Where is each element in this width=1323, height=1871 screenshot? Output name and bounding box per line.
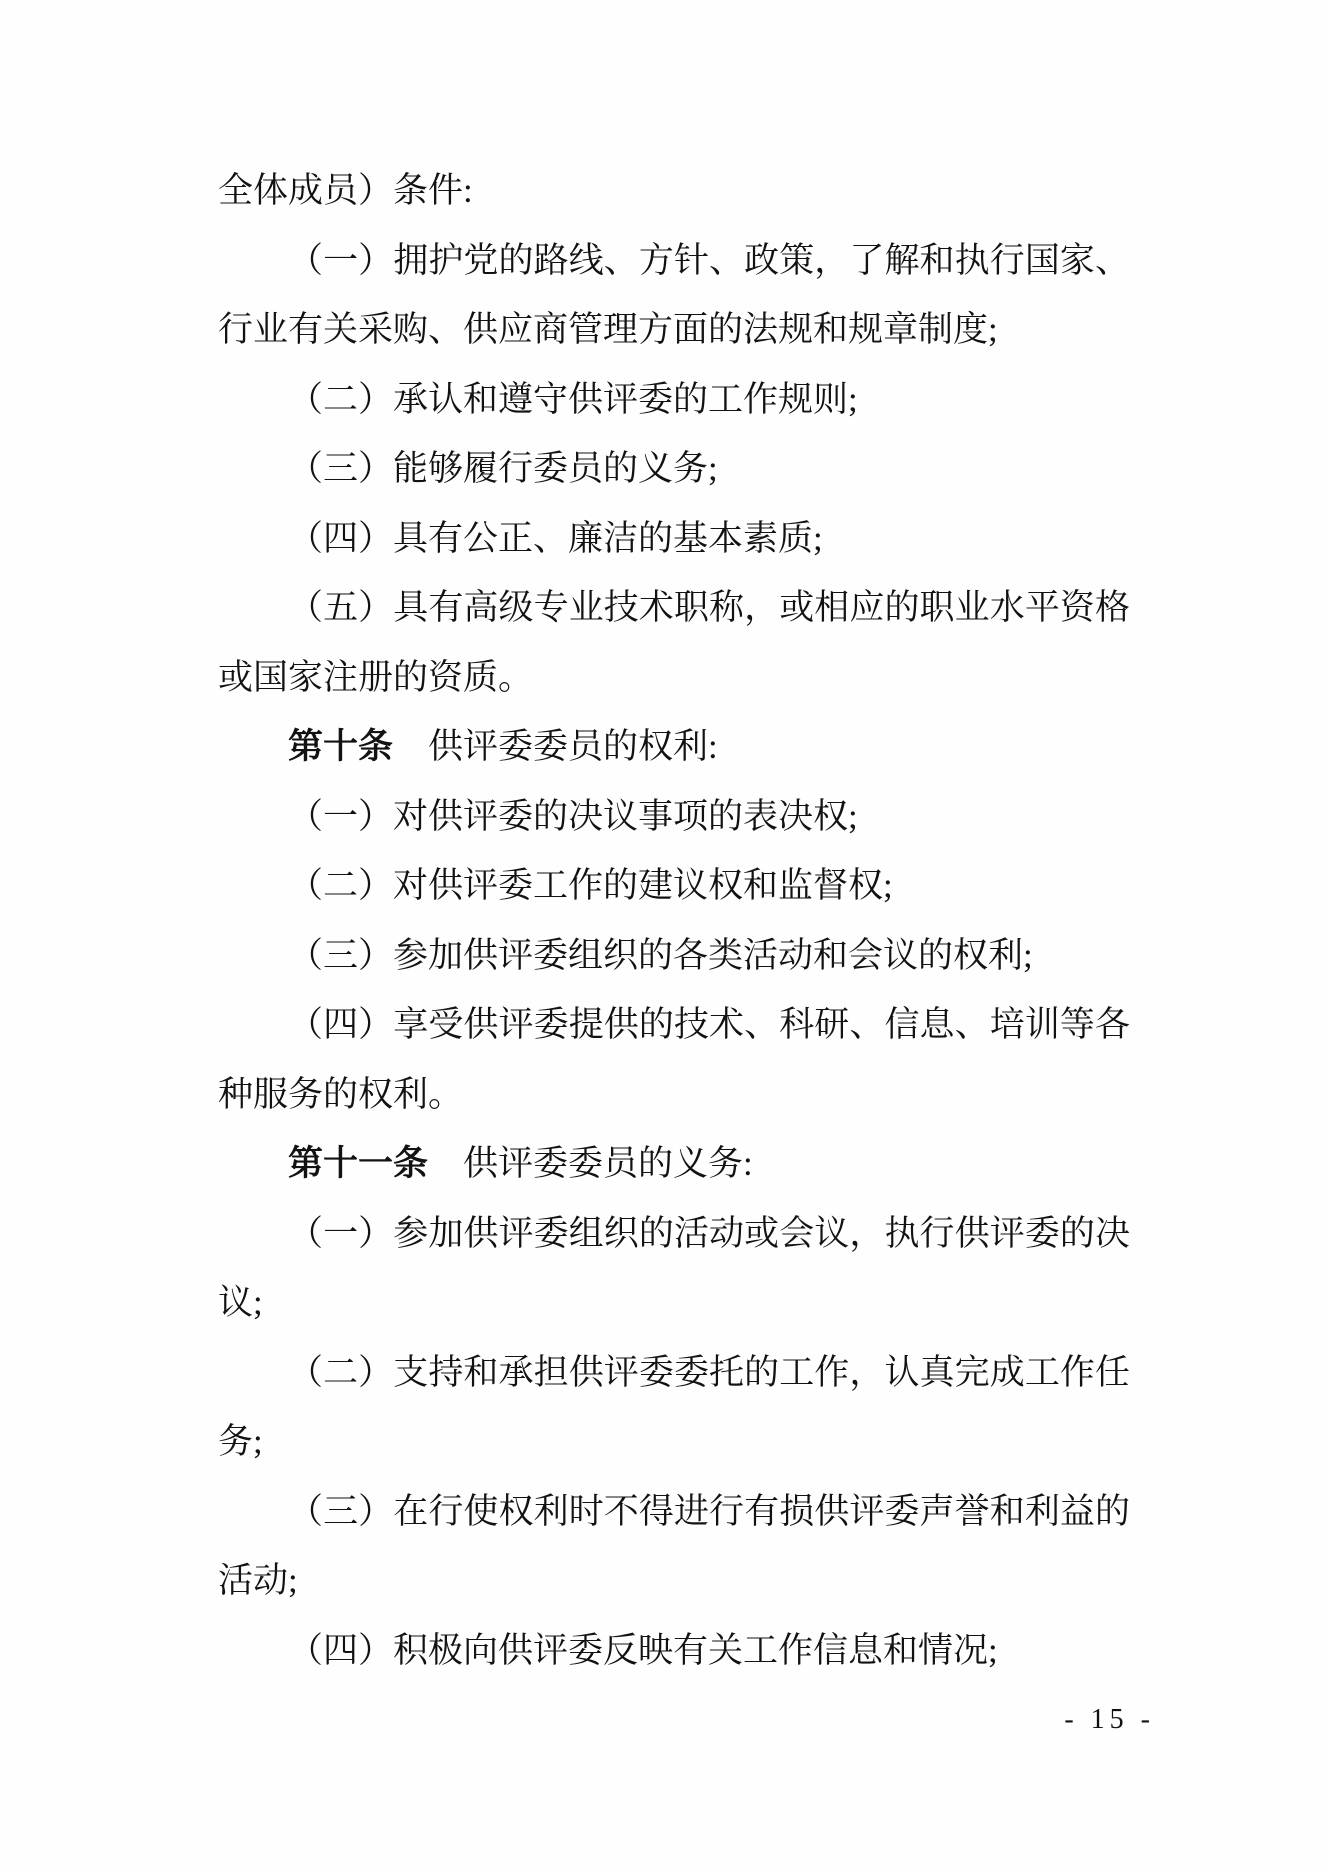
body-paragraph: （三）参加供评委组织的各类活动和会议的权利;: [288, 935, 1033, 975]
heading-text: 供评委委员的义务:: [463, 1144, 753, 1183]
body-paragraph: （五）具有高级专业技术职称，或相应的职业水平资格或国家注册的资质。: [218, 588, 1130, 697]
body-paragraph: （三）能够履行委员的义务;: [288, 449, 718, 488]
body-paragraph: （三）在行使权利时不得进行有损供评委声誉和利益的活动;: [218, 1491, 1130, 1600]
body-paragraph: （二）支持和承担供评委委托的工作，认真完成工作任务;: [218, 1352, 1130, 1461]
article-heading: [218, 712, 1130, 782]
body-paragraph: （四）积极向供评委反映有关工作信息和情况;: [288, 1630, 998, 1670]
body-paragraph: （二）对供评委工作的建议权和监督权;: [288, 866, 893, 905]
body-paragraph: （一）参加供评委组织的活动或会议，执行供评委的决议;: [218, 1213, 1130, 1322]
article-number: 第十一条: [288, 1144, 429, 1183]
heading-text: 供评委委员的权利:: [428, 727, 718, 766]
body-paragraph: （一）拥护党的路线、方针、政策，了解和执行国家、行业有关采购、供应商管理方面的法规和规章制度;: [218, 240, 1130, 349]
body-paragraph: （四）具有公正、廉洁的基本素质;: [288, 518, 823, 558]
article-heading: [218, 1129, 1130, 1199]
article-number: 第十条: [288, 727, 394, 766]
body-paragraph: （一）对供评委的决议事项的表决权;: [288, 796, 858, 836]
page-number: - 15 -: [1064, 1704, 1155, 1735]
body-paragraph: （四）享受供评委提供的技术、科研、信息、培训等各种服务的权利。: [218, 1005, 1130, 1114]
document-body: [218, 156, 1130, 1685]
body-paragraph: 全体成员）条件:: [218, 171, 473, 210]
body-paragraph: （二）承认和遵守供评委的工作规则;: [288, 379, 858, 419]
